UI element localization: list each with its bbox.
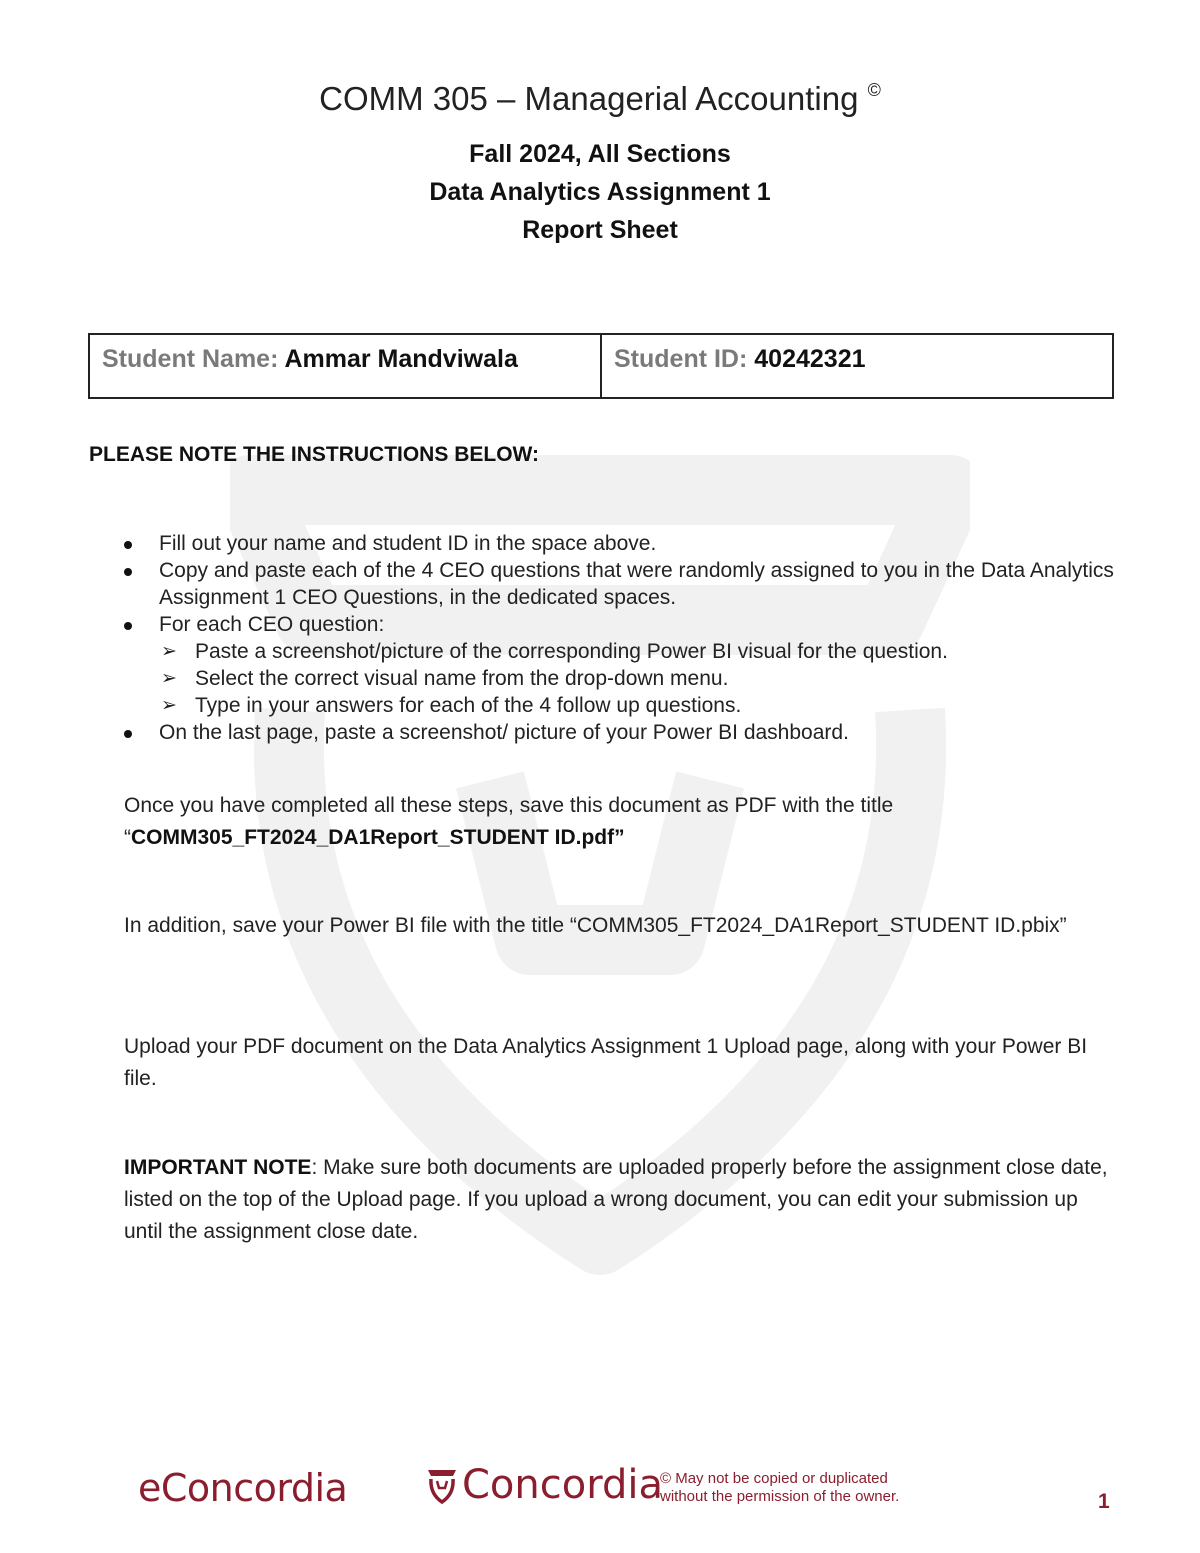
student-info-table <box>88 333 1114 399</box>
paragraph-text: Once you have completed all these steps, save this document as PDF with the title <box>124 794 894 817</box>
important-note-label: IMPORTANT NOTE <box>124 1156 312 1179</box>
arrow-bullet-icon: ➢ <box>161 695 177 716</box>
student-name-value: Ammar Mandviwala <box>284 345 518 373</box>
sub-list-item <box>124 665 1124 692</box>
sub-list-item-text: Paste a screenshot/picture of the corresponding Power BI visual for the question. <box>195 640 948 663</box>
quote-mark: “ <box>124 826 131 849</box>
list-item-text: Copy and paste each of the 4 CEO questions that were randomly assigned to you in the Data Analytics Assignment 1 CEO Questions, in the dedicated spaces. <box>159 559 1114 609</box>
instructions-heading: PLEASE NOTE THE INSTRUCTIONS BELOW: <box>89 443 539 466</box>
copyright-symbol: © <box>867 80 881 100</box>
course-title-text: COMM 305 – Managerial Accounting <box>319 80 859 117</box>
student-id-cell[interactable] <box>602 335 1110 397</box>
sub-list-item <box>124 638 1124 665</box>
arrow-bullet-icon: ➢ <box>161 668 177 689</box>
upload-paragraph: Upload your PDF document on the Data Analytics Assignment 1 Upload page, along with your Power BI file. <box>124 1035 1088 1090</box>
concordia-logo <box>426 1462 663 1508</box>
concordia-logo-text: Concordia <box>462 1462 663 1508</box>
important-note-paragraph <box>124 1152 1114 1248</box>
copyright-line: © May not be copied or duplicated <box>660 1470 888 1487</box>
save-pbix-paragraph: In addition, save your Power BI file with the title “COMM305_FT2024_DA1Report_STUDENT ID.pbix” <box>124 914 1067 937</box>
list-item <box>124 611 1124 638</box>
list-item <box>124 530 1124 557</box>
bullet-icon <box>124 541 132 549</box>
student-id-value: 40242321 <box>754 345 866 373</box>
pdf-filename: COMM305_FT2024_DA1Report_STUDENT ID.pdf” <box>131 826 625 849</box>
important-note-text: : Make sure both documents are uploaded properly before the assignment close date, listed on the top of the Upload page. If you upload a wrong document, you can edit your submission up until the assignment close date. <box>124 1156 1108 1243</box>
copyright-line: without the permission of the owner. <box>660 1488 900 1505</box>
assignment-subtitle: Data Analytics Assignment 1 <box>429 178 771 206</box>
bullet-icon <box>124 730 132 738</box>
bullet-icon <box>124 568 132 576</box>
student-name-label: Student Name: <box>102 345 279 373</box>
list-item <box>124 719 1124 746</box>
instructions-list <box>124 530 1124 746</box>
student-name-cell[interactable] <box>90 335 602 397</box>
term-subtitle: Fall 2024, All Sections <box>469 140 731 168</box>
list-item-text: On the last page, paste a screenshot/ picture of your Power BI dashboard. <box>159 721 849 744</box>
student-id-label: Student ID: <box>614 345 748 373</box>
econcordia-logo: eConcordia <box>138 1466 348 1510</box>
concordia-crest-icon <box>426 1466 458 1504</box>
copyright-notice <box>660 1470 899 1506</box>
arrow-bullet-icon: ➢ <box>161 641 177 662</box>
list-item <box>124 557 1124 611</box>
sub-list-item <box>124 692 1124 719</box>
list-item-text: For each CEO question: <box>159 613 385 636</box>
save-pdf-paragraph <box>124 790 1114 854</box>
sub-list-item-text: Select the correct visual name from the drop-down menu. <box>195 667 729 690</box>
page-title <box>0 80 1200 118</box>
bullet-icon <box>124 622 132 630</box>
sub-list-item-text: Type in your answers for each of the 4 follow up questions. <box>195 694 742 717</box>
page-number: 1 <box>1098 1490 1110 1513</box>
sheet-subtitle: Report Sheet <box>522 216 678 244</box>
list-item-text: Fill out your name and student ID in the space above. <box>159 532 657 555</box>
